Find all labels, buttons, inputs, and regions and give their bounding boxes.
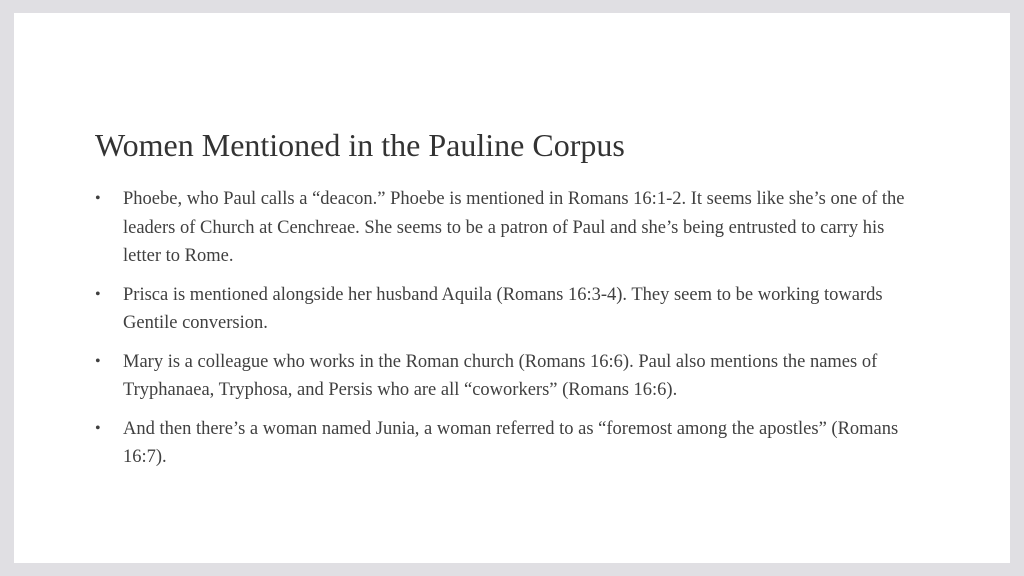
- bullet-icon: •: [95, 285, 101, 303]
- bullet-text: Phoebe, who Paul calls a “deacon.” Phoebe is mentioned in Romans 16:1-2. It seems like she’s one of the leaders of Church at Cenchreae. She seems to be a patron of Paul and she’s being entrusted to carry his letter to Rome.: [123, 189, 905, 266]
- bullet-icon: •: [95, 190, 101, 207]
- slide-title: Women Mentioned in the Pauline Corpus: [95, 127, 625, 163]
- bullet-item-prisca: [95, 281, 925, 338]
- bullet-item-phoebe: [95, 185, 925, 271]
- bullet-text: Mary is a colleague who works in the Roman church (Romans 16:6). Paul also mentions the names of Tryphanaea, Tryphosa, and Persis who are all “coworkers” (Romans 16:6).: [123, 351, 878, 400]
- bullet-item-junia: [95, 415, 925, 472]
- bullet-icon: •: [95, 419, 101, 437]
- slide: [14, 13, 1010, 563]
- bullet-text: And then there’s a woman named Junia, a woman referred to as “foremost among the apostles” (Romans 16:7).: [123, 418, 899, 467]
- bullet-text: Prisca is mentioned alongside her husband Aquila (Romans 16:3-4). They seem to be working towards Gentile conversion.: [123, 284, 883, 333]
- bullet-list: [95, 185, 925, 482]
- bullet-icon: •: [95, 352, 101, 370]
- bullet-item-mary: [95, 348, 925, 405]
